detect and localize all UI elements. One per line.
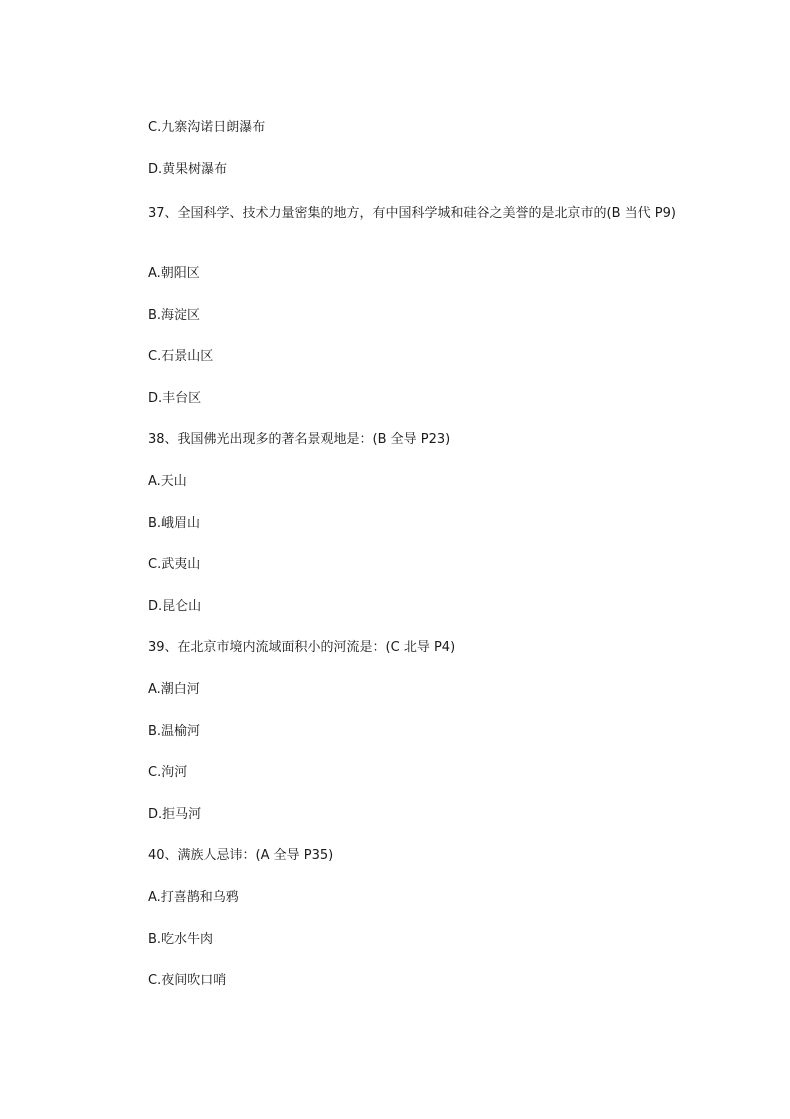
option-a-q39: A.潮白河 [148, 682, 200, 697]
option-c-q38: C.武夷山 [148, 557, 201, 572]
question-38: 38、我国佛光出现多的著名景观地是：(B 全导 P23) [148, 432, 451, 447]
question-37: 37、全国科学、技术力量密集的地方，有中国科学城和硅谷之美誉的是北京市的(B 当代 P9) [148, 206, 676, 221]
option-d-q37: D.丰台区 [148, 391, 202, 406]
option-c-q37: C.石景山区 [148, 349, 214, 364]
option-a-q38: A.天山 [148, 474, 187, 489]
option-b-q38: B.峨眉山 [148, 516, 201, 531]
option-c-q40: C.夜间吹口哨 [148, 973, 227, 988]
option-b-q39: B.温榆河 [148, 724, 201, 739]
option-a-q37: A.朝阳区 [148, 266, 200, 281]
option-d-q39: D.拒马河 [148, 807, 202, 822]
question-39: 39、在北京市境内流域面积小的河流是：(C 北导 P4) [148, 640, 456, 655]
option-b-q40: B.吃水牛肉 [148, 932, 214, 947]
option-d-q36: D.黄果树瀑布 [148, 162, 228, 177]
option-d-q38: D.昆仑山 [148, 599, 202, 614]
option-c-q39: C.泃河 [148, 765, 188, 780]
question-40: 40、满族人忌讳：(A 全导 P35) [148, 848, 334, 863]
option-b-q37: B.海淀区 [148, 308, 201, 323]
option-a-q40: A.打喜鹊和乌鸦 [148, 890, 239, 905]
option-c-q36: C.九寨沟诺日朗瀑布 [148, 120, 266, 135]
